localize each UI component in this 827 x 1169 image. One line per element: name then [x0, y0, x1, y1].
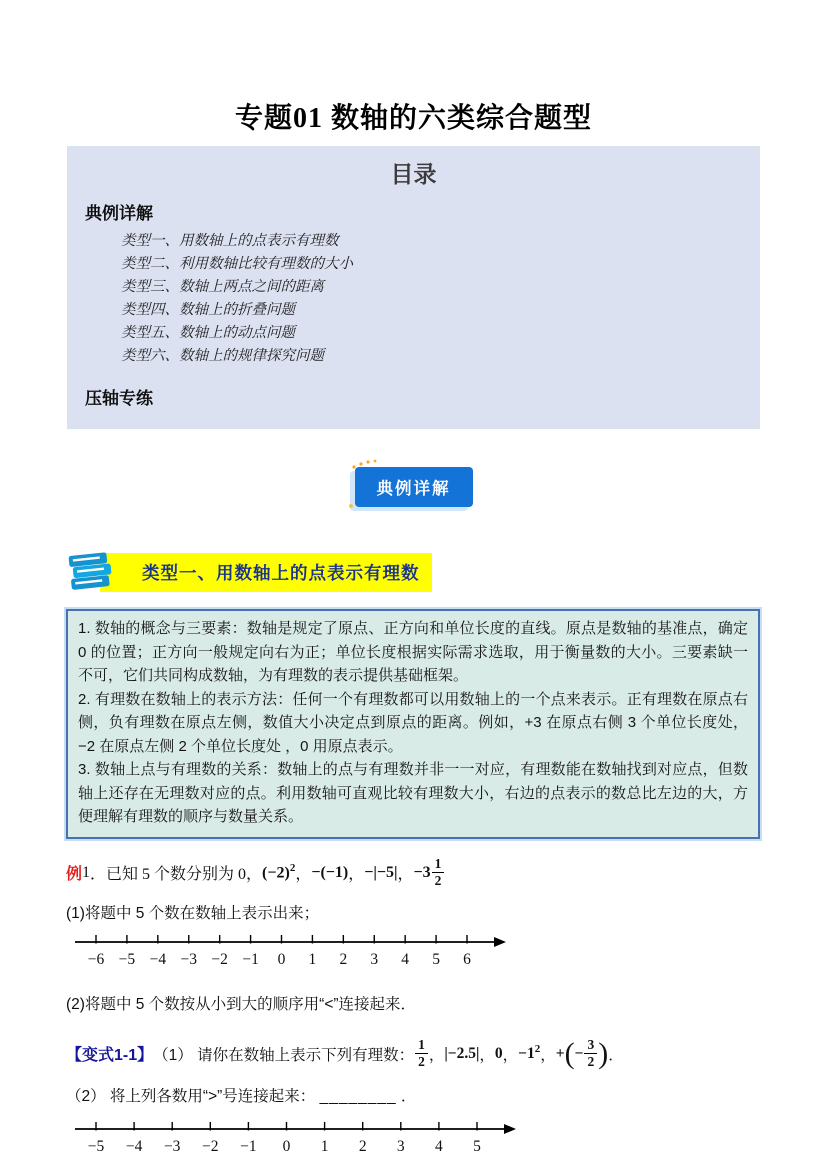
separator: ， [540, 1046, 556, 1064]
svg-text:4: 4 [401, 950, 410, 968]
toc-item-type6: 类型六、数轴上的规律探究问题 [121, 348, 324, 364]
toc-section-final: 压轴专练 [85, 389, 153, 408]
svg-text:−5: −5 [87, 1137, 105, 1155]
svg-text:5: 5 [473, 1137, 481, 1155]
knowledge-note-2: 2. 有理数在数轴上的表示方法：任何一个有理数都可以用数轴上的一个点来表示。正有理数在原点右侧，负有理数在原点左侧，数值大小决定点到原点的距离。例如，+3 在原点右侧 3 个单位长度处，−2 在原点左侧 2 个单位长度处 ，0 用原点表示。 [78, 690, 748, 755]
separator: ， [479, 1046, 495, 1064]
sparkle-icon [351, 457, 377, 476]
svg-text:2: 2 [358, 1137, 367, 1155]
separator: ， [348, 866, 365, 883]
fraction-numerator: 1 [432, 857, 445, 873]
fraction-denominator: 2 [418, 1054, 425, 1069]
svg-text:3: 3 [396, 1137, 405, 1155]
fraction-three-halves [584, 1038, 597, 1069]
expr-zero: 0 [494, 1044, 503, 1062]
expr-square-base: (−2) [262, 864, 290, 882]
expr-square [262, 862, 295, 882]
svg-text:−4: −4 [149, 950, 167, 968]
knowledge-box [66, 609, 760, 839]
toc-item-type3: 类型三、数轴上两点之间的距离 [121, 279, 324, 295]
numberline-1 [72, 929, 827, 976]
expr-plus: + [555, 1044, 565, 1062]
svg-text:−2: −2 [202, 1137, 219, 1155]
variation-question2 [66, 1084, 827, 1106]
separator: ， [295, 866, 312, 883]
page-title: 专题01 数轴的六类综合题型 [234, 103, 592, 134]
toc-item-type1: 类型一、用数轴上的点表示有理数 [121, 233, 339, 249]
toc-item-type4: 类型四、数轴上的折叠问题 [121, 302, 295, 318]
svg-text:−1: −1 [242, 950, 259, 968]
example1-question1: (1)将题中 5 个数在数轴上表示出来； [66, 904, 320, 922]
fraction-denominator: 2 [587, 1054, 595, 1069]
svg-text:−4: −4 [125, 1137, 143, 1155]
type1-heading-row [66, 547, 827, 595]
expr-mixed-int: −3 [413, 863, 431, 881]
variation-tag: 【变式1-1】 [66, 1047, 154, 1064]
svg-text:−5: −5 [118, 950, 136, 968]
svg-text:1: 1 [320, 1137, 329, 1155]
svg-text:0: 0 [277, 950, 286, 968]
svg-text:1: 1 [308, 950, 317, 968]
toc-section-examples: 典例详解 [85, 204, 153, 223]
toc-item-type2: 类型二、利用数轴比较有理数的大小 [121, 256, 353, 272]
svg-text:−1: −1 [240, 1137, 257, 1155]
expr-mixed-fraction [432, 857, 445, 888]
expr-square-base: −1 [518, 1045, 535, 1063]
svg-text:6: 6 [463, 950, 471, 968]
separator: ， [397, 866, 414, 883]
expr-square-exp: 2 [534, 1043, 541, 1056]
fraction-denominator: 2 [434, 873, 442, 888]
expr-square-exp: 2 [289, 862, 296, 875]
svg-text:−3: −3 [163, 1137, 181, 1155]
svg-text:0: 0 [282, 1137, 291, 1155]
numberline-2 [72, 1116, 827, 1163]
variation-q1-lead: （1） 请你在数轴上表示下列有理数： [153, 1046, 415, 1064]
example1-tag: 例 [66, 866, 83, 883]
fraction-one-half [415, 1038, 428, 1069]
period: ． [608, 1046, 624, 1064]
svg-text:2: 2 [339, 950, 348, 968]
section-badge [355, 467, 473, 507]
toc-item-type5: 类型五、数轴上的动点问题 [121, 325, 295, 341]
toc-heading: 目录 [390, 162, 437, 187]
fraction-numerator: 3 [584, 1038, 597, 1054]
answer-blank: ________ [319, 1087, 397, 1105]
knowledge-note-3: 3. 数轴上点与有理数的关系：数轴上的点与有理数并非一一对应，有理数能在数轴找到对应点，但数轴上还存在无理数对应的点。利用数轴可直观比较有理数大小，右边的点表示的数总比左边的大，方便理解有理数的顺序与数量关系。 [78, 761, 748, 825]
fraction-numerator: 1 [415, 1038, 428, 1054]
toc-box [67, 146, 760, 429]
knowledge-note-1: 1. 数轴的概念与三要素：数轴是规定了原点、正方向和单位长度的直线。原点是数轴的基准点，确定 0 的位置；正方向一般规定向右为正；单位长度根据实际需求选取，用于衡量数的大小。三要素缺一不可，它们共同构成数轴，为有理数的表示提供基础框架。 [78, 620, 748, 684]
separator: ， [428, 1046, 445, 1064]
example1-line [66, 853, 827, 893]
svg-text:−2: −2 [211, 950, 228, 968]
expr-abs: |−2.5| [444, 1044, 480, 1062]
toc-list [121, 230, 744, 368]
svg-text:5: 5 [432, 950, 440, 968]
example1-number: 1 [82, 863, 91, 881]
expr-square [518, 1043, 540, 1063]
svg-text:4: 4 [435, 1137, 443, 1155]
example1-question2: (2)将题中 5 个数按从小到大的顺序用“<”连接起来． [66, 995, 417, 1013]
separator: ， [502, 1046, 519, 1064]
variation-q2-lead: （2） 将上列各数用“>”号连接起来： [66, 1087, 320, 1105]
svg-text:−3: −3 [180, 950, 197, 968]
books-icon [66, 545, 114, 600]
sparkle-icon [347, 496, 357, 515]
svg-text:3: 3 [370, 950, 379, 968]
expr-abs: −|−5| [364, 863, 398, 881]
type1-heading: 类型一、用数轴上的点表示有理数 [100, 553, 432, 592]
example1-lead: ．已知 5 个数分别为 0， [90, 866, 263, 883]
fraction-sign: − [574, 1044, 584, 1062]
expr-neg: −(−1) [311, 863, 349, 881]
badge-label: 典例详解 [376, 480, 451, 498]
badge-wrap [0, 467, 827, 507]
period: ． [396, 1087, 417, 1105]
variation-1-1-line: 【变式1-1】 （1） 请你在数轴上表示下列有理数： $\frac{1}{2}$ ， |−2.5| ， 0 ， $-1^2$ ， + ( − $\frac{3}{2}$ ) ． [66, 1036, 624, 1070]
svg-text:−6: −6 [87, 950, 105, 968]
